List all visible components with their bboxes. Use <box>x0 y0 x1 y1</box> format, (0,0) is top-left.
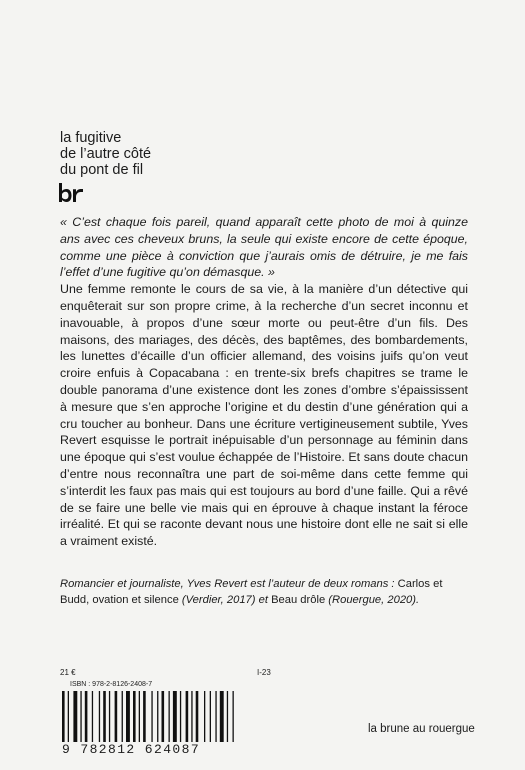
summary-paragraph: Une femme remonte le cours de sa vie, à la manière d’un détective qui enquêterait sur son propre crime, à la recherche d’un secret inconnu et inavouable, à propos d’une sœur morte ou peut-être d’un fils. Des maisons, des mariages, des décès, des baptêmes, des bombardements, les lunettes d’écaille d’un officier allemand, des voisins juifs qu’on veut croire enfuis à Copacabana : en trente-six brefs chapitres se trame le double panorama d’une existence dont les zones d’ombre s’épaississent à mesure que s’en approche l’origine et du destin d’une génération qui a cru toucher au bonheur. Dans une écriture vertigineusement subtile, Yves Revert esquisse le portrait inépuisable d’un personnage au féminin dans une époque qui s’est voulue échappée de l’Histoire. Et sans doute chacun d’entre nous reconnaîtra une part de soi-même dans cette femme qui s’interdit les faux pas mais qui est toujours au bord d’une faille. Qui a rêvé de se faire une belle vie mais qui en éprouve à chaque instant la féroce irréalité. Et qui se raconte devant nous une histoire dont elle ne sait si elle a vraiment existé. <box>60 282 468 549</box>
br-logo-icon <box>58 183 84 203</box>
title-line-2: de l’autre côté <box>60 146 152 162</box>
bio-book-1: Carlos et Budd, ovation et silence <box>60 578 443 606</box>
title-line-3: du pont de fil <box>60 162 144 178</box>
isbn-label: ISBN : 978-2-8126-2408-7 <box>70 681 153 688</box>
bio-publisher-2: (Rouergue, 2020). <box>328 593 420 606</box>
bio-intro: Romancier et journaliste, Yves Revert est l’auteur de deux romans : <box>60 578 395 590</box>
bio-book-2: Beau drôle <box>271 593 326 606</box>
bio-publisher-1: (Verdier, 2017) <box>181 593 256 606</box>
author-bio <box>60 577 470 608</box>
title-line-1: la fugitive <box>60 130 122 146</box>
epigraph-quote: « C’est chaque fois pareil, quand apparaît cette photo de moi à quinze ans avec ces cheveux bruns, la seule qui existe encore de cette époque, comme une pièce à conviction que j’aurais omis de détruire, je me fais l’effet d’une fugitive qu’on démasque. » <box>60 215 468 280</box>
catalog-code: I-23 <box>257 668 271 677</box>
publisher-name: la brune au rouergue <box>368 723 475 735</box>
bio-conjunction: et <box>258 593 268 606</box>
barcode-digits: 9 782812 624087 <box>60 742 274 757</box>
back-cover-blurb <box>60 214 468 550</box>
barcode-icon <box>60 691 265 749</box>
book-title <box>60 130 151 178</box>
price: 21 € <box>60 668 76 677</box>
